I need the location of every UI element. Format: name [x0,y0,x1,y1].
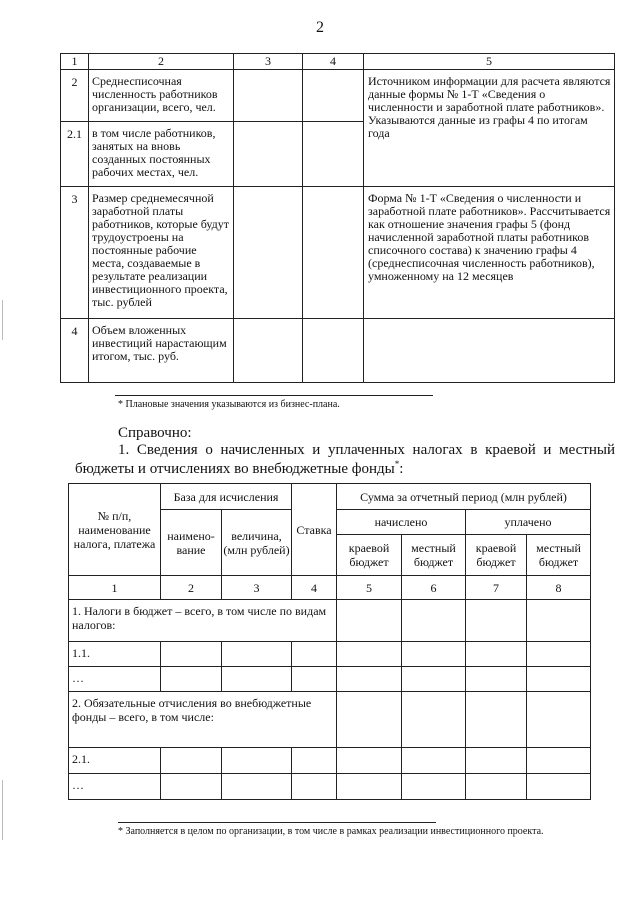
column-number: 8 [527,576,591,600]
empty-cell [234,70,303,122]
empty-cell [527,692,591,748]
empty-cell [527,600,591,642]
scan-margin-mark [2,300,3,340]
column-header-base: База для исчисления [161,484,292,510]
row-label: … [69,774,161,800]
column-number: 4 [292,576,337,600]
source-description: Источником информации для расчета являются данные формы № 1-Т «Сведения о численности и заработной плате работников». Указываются данные из графы 4 по итогам года [364,70,615,187]
column-number: 3 [222,576,292,600]
indicator-label: Объем вложенных инвестиций нарастающим итогом, тыс. руб. [89,319,234,383]
empty-cell [337,642,402,667]
empty-cell [337,748,402,774]
empty-cell [402,642,466,667]
column-number: 6 [402,576,466,600]
page-number: 2 [316,19,324,36]
empty-cell [222,748,292,774]
row-label: 1.1. [69,642,161,667]
footnote: * Заполняется в целом по организации, в том числе в рамках реализации инвестиционного проекта. [118,826,544,837]
empty-cell [527,774,591,800]
taxes-table [68,483,591,800]
indicators-table [60,53,615,383]
column-header-local: местный бюджет [402,535,466,576]
empty-cell [161,642,222,667]
empty-cell [527,748,591,774]
empty-cell [527,667,591,692]
table-row [69,600,591,642]
row-number: 2 [61,70,89,122]
column-header-name: № п/п, наименование налога, платежа [69,484,161,576]
empty-cell [234,187,303,319]
empty-cell [292,748,337,774]
empty-cell [222,774,292,800]
empty-cell [303,319,364,383]
table-row [61,70,615,122]
column-number: 5 [337,576,402,600]
empty-cell [466,692,527,748]
empty-cell [161,667,222,692]
column-number: 2 [161,576,222,600]
empty-cell [292,774,337,800]
empty-cell [303,122,364,187]
empty-cell [222,667,292,692]
column-number: 7 [466,576,527,600]
column-header-sum: Сумма за отчетный период (млн рублей) [337,484,591,510]
empty-cell [466,667,527,692]
table-row [69,774,591,800]
column-header-paid: уплачено [466,510,591,535]
table-row [69,748,591,774]
empty-cell [337,600,402,642]
reference-item [75,441,615,479]
column-header-regional: краевой бюджет [337,535,402,576]
column-header-rate: Ставка [292,484,337,576]
column-header-base-name: наимено-вание [161,510,222,576]
empty-cell [466,774,527,800]
column-number: 4 [303,54,364,70]
row-label: … [69,667,161,692]
row-number: 4 [61,319,89,383]
indicator-label: в том числе работников, занятых на вновь созданных постоянных рабочих местах, чел. [89,122,234,187]
column-number: 1 [61,54,89,70]
table-row [69,642,591,667]
empty-cell [466,642,527,667]
table-row [69,667,591,692]
table-row [61,319,615,383]
reference-item-text: 1. Сведения о начисленных и уплаченных налогах в краевой и местный бюджеты и отчислениях во внебюджетные фонды [75,442,615,477]
indicator-label: Размер среднемесячной заработной платы работников, которые будут трудоустроены на постоянные рабочие места, создаваемые в результате реализации инвестиционного проекта, тыс. рублей [89,187,234,319]
empty-cell [337,667,402,692]
empty-cell [303,187,364,319]
column-header-base-value: величина, (млн рублей) [222,510,292,576]
empty-cell [402,667,466,692]
empty-cell [402,774,466,800]
footnote-mark: * [394,459,400,469]
table-row [69,692,591,748]
indicator-label: Среднесписочная численность работников организации, всего, чел. [89,70,234,122]
row-label: 2.1. [69,748,161,774]
section-label: 2. Обязательные отчисления во внебюджетные фонды – всего, в том числе: [69,692,337,748]
reference-heading: Справочно: [118,425,192,441]
column-number: 2 [89,54,234,70]
empty-cell [222,642,292,667]
column-header-regional: краевой бюджет [466,535,527,576]
empty-cell [234,122,303,187]
empty-cell [234,319,303,383]
column-header-accrued: начислено [337,510,466,535]
empty-cell [292,642,337,667]
empty-cell [402,692,466,748]
footnote-divider [118,822,436,823]
row-number: 3 [61,187,89,319]
section-label: 1. Налоги в бюджет – всего, в том числе по видам налогов: [69,600,337,642]
empty-cell [337,774,402,800]
empty-cell [364,319,615,383]
empty-cell [161,748,222,774]
table-row [61,187,615,319]
footnote-divider [115,395,433,396]
empty-cell [337,692,402,748]
empty-cell [466,748,527,774]
empty-cell [402,748,466,774]
empty-cell [292,667,337,692]
reference-item-colon: : [399,461,404,477]
table-header-row [61,54,615,70]
empty-cell [527,642,591,667]
column-number: 1 [69,576,161,600]
empty-cell [303,70,364,122]
scan-margin-mark [2,780,3,840]
source-description: Форма № 1-Т «Сведения о численности и заработной плате работников». Рассчитывается как отношение значения графы 5 (фонд начисленной заработной платы работников списочного состава) к значению графы 4 (среднесписочная численность работников), умноженному на 12 месяцев [364,187,615,319]
column-numbers-row [69,576,591,600]
empty-cell [402,600,466,642]
footnote: * Плановые значения указываются из бизнес-плана. [118,399,340,410]
table-header-row [69,484,591,510]
empty-cell [161,774,222,800]
column-number: 5 [364,54,615,70]
column-header-local: местный бюджет [527,535,591,576]
empty-cell [466,600,527,642]
column-number: 3 [234,54,303,70]
row-number: 2.1 [61,122,89,187]
